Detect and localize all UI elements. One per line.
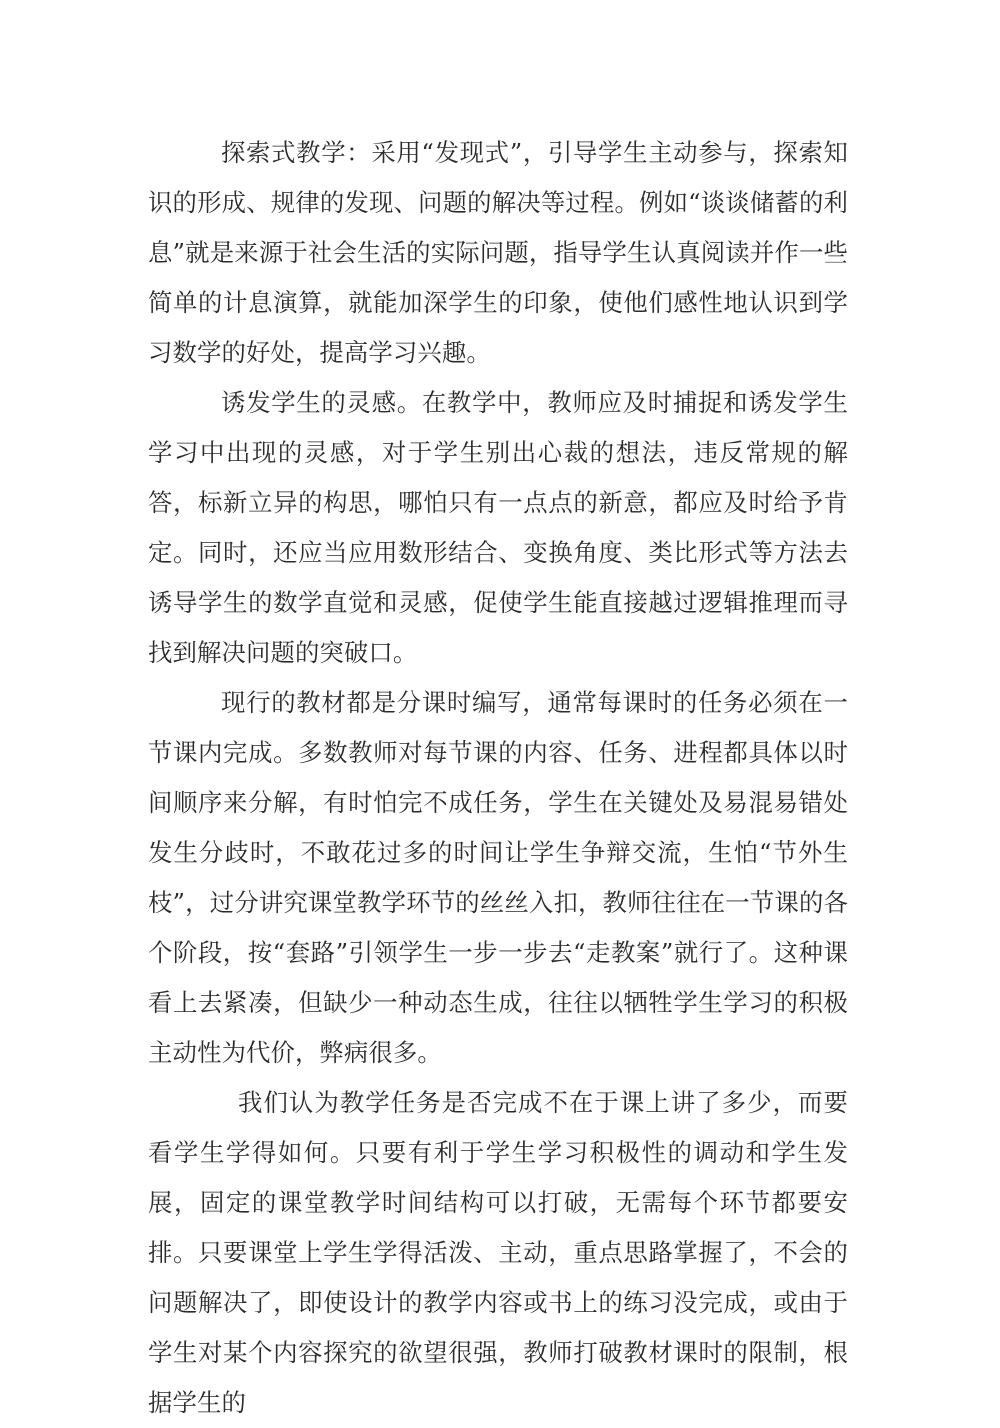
body-paragraph-2: 诱发学生的灵感。在教学中，教师应及时捕捉和诱发学生学习中出现的灵感，对于学生别出心裁的想法，违反常规的解答，标新立异的构思，哪怕只有一点点的新意，都应及时给予肯定。同时，还应当应用数形结合、变换角度、类比形式等方法去诱导学生的数学直觉和灵感，促使学生能直接越过逻辑推理而寻找到解决问题的突破口。 — [148, 388, 848, 667]
body-paragraph-4: 我们认为教学任务是否完成不在于课上讲了多少，而要看学生学得如何。只要有利于学生学习积极性的调动和学生发展，固定的课堂教学时间结构可以打破，无需每个环节都要安排。只要课堂上学生学得活泼、主动，重点思路掌握了，不会的问题解决了，即使设计的教学内容或书上的练习没完成，或由于学生对某个内容探究的欲望很强，教师打破教材课时的限制，根据学生的 — [148, 1088, 848, 1417]
document-body — [148, 128, 848, 1428]
body-paragraph-3: 现行的教材都是分课时编写，通常每课时的任务必须在一节课内完成。多数教师对每节课的内容、任务、进程都具体以时间顺序来分解，有时怕完不成任务，学生在关键处及易混易错处发生分歧时，不敢花过多的时间让学生争辩交流，生怕“节外生枝”，过分讲究课堂教学环节的丝丝入扣，教师往往在一节课的各个阶段，按“套路”引领学生一步一步去“走教案”就行了。这种课看上去紧凑，但缺少一种动态生成，往往以牺牲学生学习的积极主动性为代价，弊病很多。 — [148, 688, 848, 1067]
body-paragraph-1: 探索式教学：采用“发现式”，引导学生主动参与，探索知识的形成、规律的发现、问题的解决等过程。例如“谈谈储蓄的利息”就是来源于社会生活的实际问题，指导学生认真阅读并作一些简单的计息演算，就能加深学生的印象，使他们感性地认识到学习数学的好处，提高学习兴趣。 — [148, 138, 848, 367]
